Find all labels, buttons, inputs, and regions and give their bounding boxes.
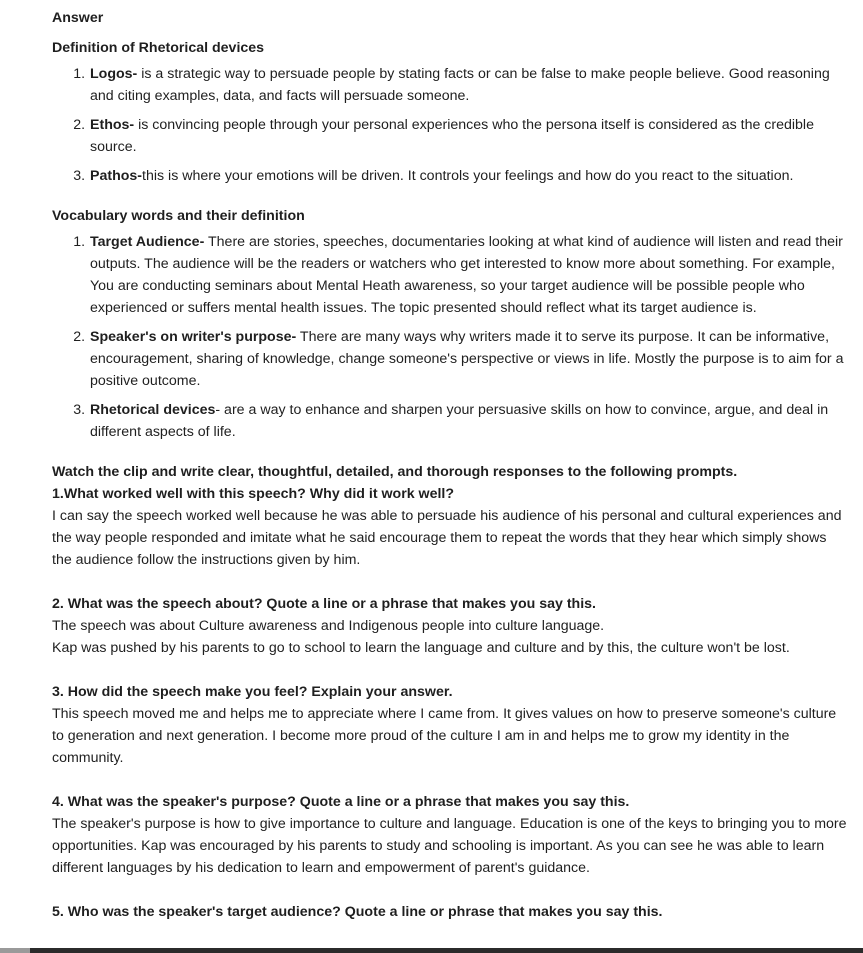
answer-3: This speech moved me and helps me to appreciate where I came from. It gives values on how to preserve someone's culture to generation and next generation. I become more proud of the culture I am in and helps me to grow my identity in the community. — [52, 706, 837, 766]
question-5: 5. Who was the speaker's target audience? Quote a line or phrase that makes you say this. — [52, 904, 663, 920]
term: Rhetorical devices — [90, 402, 216, 418]
list-item — [89, 326, 847, 392]
definition: There are stories, speeches, documentaries looking at what kind of audience will listen and read their outputs. The audience will be the readers or watchers who get interested to know more about something. For example, You are conducting seminars about Mental Heath awareness, so your target audience will be possible people who experienced or suffers mental health issues. The topic presented should reflect what its target audience is. — [90, 234, 843, 316]
question-3: 3. How did the speech make you feel? Explain your answer. — [52, 684, 453, 700]
question-4: 4. What was the speaker's purpose? Quote a line or a phrase that makes you say this. — [52, 794, 630, 810]
definition: is a strategic way to persuade people by stating facts or can be false to make people believe. Good reasoning and citing examples, data, and facts will persuade someone. — [90, 66, 830, 104]
answer-heading: Answer — [52, 10, 104, 26]
prompt-instruction: Watch the clip and write clear, thoughtful, detailed, and thorough responses to the following prompts. — [52, 464, 738, 480]
term: Speaker's on writer's purpose- — [90, 329, 297, 345]
definition: this is where your emotions will be driven. It controls your feelings and how do you react to the situation. — [142, 168, 794, 184]
definition: There are many ways why writers made it to serve its purpose. It can be informative, encouragement, sharing of knowledge, change someone's perspective or views in life. Mostly the purpose is to aim for a positive outcome. — [90, 329, 844, 389]
question-1: 1.What worked well with this speech? Why did it work well? — [52, 486, 455, 502]
vocabulary-list — [52, 231, 847, 443]
definition: - are a way to enhance and sharpen your persuasive skills on how to convince, argue, and deal in different aspects of life. — [90, 402, 829, 440]
list-item — [89, 63, 847, 107]
answer-2-line-2: Kap was pushed by his parents to go to school to learn the language and culture and by this, the culture won't be lost. — [52, 640, 790, 656]
answer-4: The speaker's purpose is how to give importance to culture and language. Education is one of the keys to bringing you to more opportunities. Kap was encouraged by his parents to study and schooling is important. As you can see he was able to learn different languages by his dedication to learn and empowerment of parent's guidance. — [52, 816, 847, 876]
list-item — [89, 399, 847, 443]
definition: is convincing people through your personal experiences who the persona itself is considered as the credible source. — [90, 117, 814, 155]
document-body — [52, 7, 847, 923]
answer-2-line-1: The speech was about Culture awareness and Indigenous people into culture language. — [52, 618, 605, 634]
answer-1: I can say the speech worked well because he was able to persuade his audience of his personal and cultural experiences and the way people responded and imitate what he said encourage them to repeat the words that they hear which simply shows the audience follow the instructions given by him. — [52, 508, 842, 568]
rhetorical-devices-list — [52, 63, 847, 187]
term: Ethos- — [90, 117, 135, 133]
list-item — [89, 231, 847, 319]
bottom-scroll-bar — [0, 948, 863, 953]
vocabulary-heading: Vocabulary words and their definition — [52, 208, 305, 224]
rhetorical-devices-heading: Definition of Rhetorical devices — [52, 40, 265, 56]
question-2: 2. What was the speech about? Quote a line or a phrase that makes you say this. — [52, 596, 597, 612]
list-item — [89, 114, 847, 158]
term: Target Audience- — [90, 234, 205, 250]
term: Logos- — [90, 66, 138, 82]
term: Pathos- — [90, 168, 143, 184]
list-item — [89, 165, 847, 187]
